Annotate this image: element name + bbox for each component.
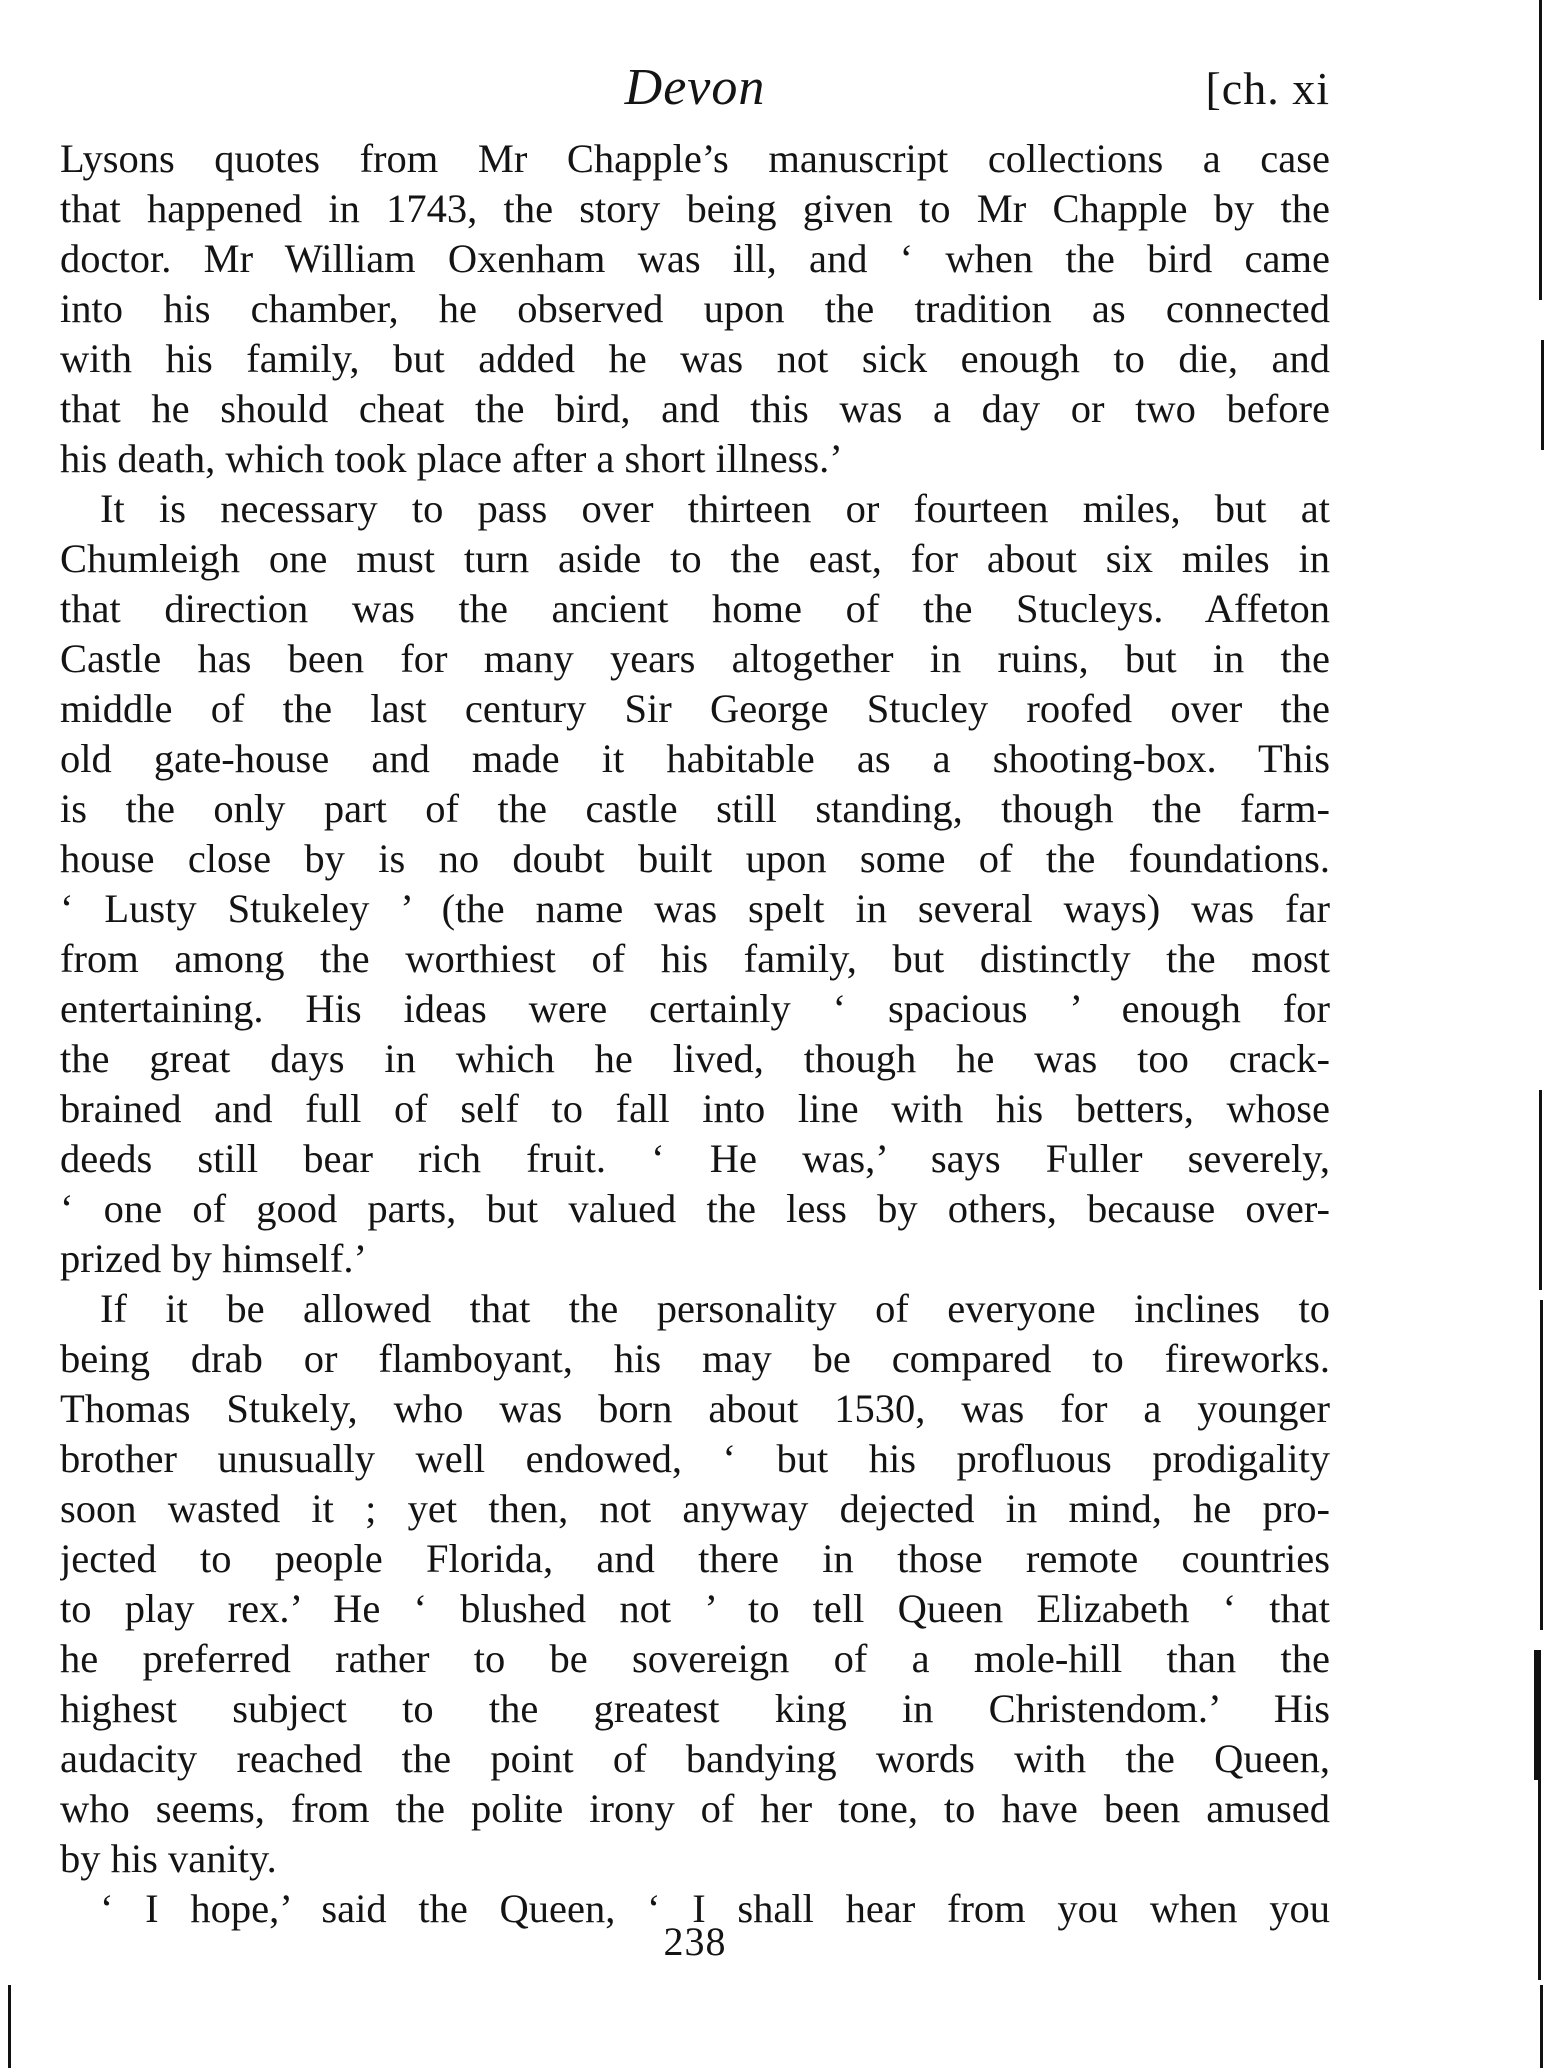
text-line: jected to people Florida, and there in those remote countries bbox=[60, 1536, 1330, 1581]
text-line: his death, which took place after a short illness.’ bbox=[60, 436, 843, 481]
text-line: brother unusually well endowed, ‘ but his profluous prodigality bbox=[60, 1436, 1330, 1481]
page-edge-line bbox=[1540, 1985, 1543, 2068]
text-line: deeds still bear rich fruit. ‘ He was,’ says Fuller severely, bbox=[60, 1136, 1330, 1181]
text-line: entertaining. His ideas were certainly ‘ spacious ’ enough for bbox=[60, 986, 1330, 1031]
running-title: Devon bbox=[624, 59, 766, 116]
text-line: is the only part of the castle still standing, though the farm- bbox=[60, 786, 1330, 831]
text-line: highest subject to the greatest king in Christendom.’ His bbox=[60, 1686, 1330, 1731]
page-edge-line bbox=[1540, 1300, 1543, 1630]
text-line: Castle has been for many years altogether in ruins, but in the bbox=[60, 636, 1330, 681]
text-line: Lysons quotes from Mr Chapple’s manuscript collections a case bbox=[60, 136, 1330, 181]
text-line: prized by himself.’ bbox=[60, 1236, 368, 1281]
text-line: to play rex.’ He ‘ blushed not ’ to tell Queen Elizabeth ‘ that bbox=[60, 1586, 1330, 1631]
page-edge-line bbox=[1541, 340, 1544, 450]
text-line: Chumleigh one must turn aside to the east, for about six miles in bbox=[60, 536, 1330, 581]
text-line: ‘ I hope,’ said the Queen, ‘ I shall hear from you when you bbox=[100, 1886, 1330, 1931]
text-line: from among the worthiest of his family, but distinctly the most bbox=[60, 936, 1330, 981]
text-line: that direction was the ancient home of the Stucleys. Affeton bbox=[60, 586, 1330, 631]
text-line: soon wasted it ; yet then, not anyway dejected in mind, he pro- bbox=[60, 1486, 1330, 1531]
page-edge-line bbox=[1538, 1780, 1541, 1980]
text-line: house close by is no doubt built upon some of the foundations. bbox=[60, 836, 1330, 881]
text-line: the great days in which he lived, though he was too crack- bbox=[60, 1036, 1330, 1081]
body-text bbox=[60, 134, 1330, 1934]
text-line: that happened in 1743, the story being given to Mr Chapple by the bbox=[60, 186, 1330, 231]
text-line: ‘ one of good parts, but valued the less by others, because over- bbox=[60, 1186, 1330, 1231]
chapter-marker: [ch. xi bbox=[1205, 63, 1330, 114]
page-edge-line bbox=[1539, 1090, 1542, 1290]
text-line: doctor. Mr William Oxenham was ill, and ‘ when the bird came bbox=[60, 236, 1330, 281]
text-line: by his vanity. bbox=[60, 1836, 277, 1881]
text-line: brained and full of self to fall into line with his betters, whose bbox=[60, 1086, 1330, 1131]
text-line: into his chamber, he observed upon the tradition as connected bbox=[60, 286, 1330, 331]
running-header bbox=[60, 58, 1330, 128]
text-line: ‘ Lusty Stukeley ’ (the name was spelt in several ways) was far bbox=[60, 886, 1330, 931]
text-line: old gate-house and made it habitable as a shooting-box. This bbox=[60, 736, 1330, 781]
text-line: audacity reached the point of bandying words with the Queen, bbox=[60, 1736, 1330, 1781]
text-line: middle of the last century Sir George Stucley roofed over the bbox=[60, 686, 1330, 731]
page-edge-line bbox=[1534, 1650, 1541, 1780]
text-line: he preferred rather to be sovereign of a mole-hill than the bbox=[60, 1636, 1330, 1681]
page-number: 238 bbox=[663, 1919, 727, 1964]
page-edge-line bbox=[8, 1985, 11, 2068]
page-edge-line bbox=[1539, 0, 1542, 300]
text-line: If it be allowed that the personality of everyone inclines to bbox=[100, 1286, 1330, 1331]
text-line: It is necessary to pass over thirteen or fourteen miles, but at bbox=[100, 486, 1330, 531]
text-line: being drab or flamboyant, his may be compared to fireworks. bbox=[60, 1336, 1330, 1381]
text-line: with his family, but added he was not sick enough to die, and bbox=[60, 336, 1330, 381]
text-line: Thomas Stukely, who was born about 1530, was for a younger bbox=[60, 1386, 1330, 1431]
text-line: that he should cheat the bird, and this was a day or two before bbox=[60, 386, 1330, 431]
text-line: who seems, from the polite irony of her tone, to have been amused bbox=[60, 1786, 1330, 1831]
